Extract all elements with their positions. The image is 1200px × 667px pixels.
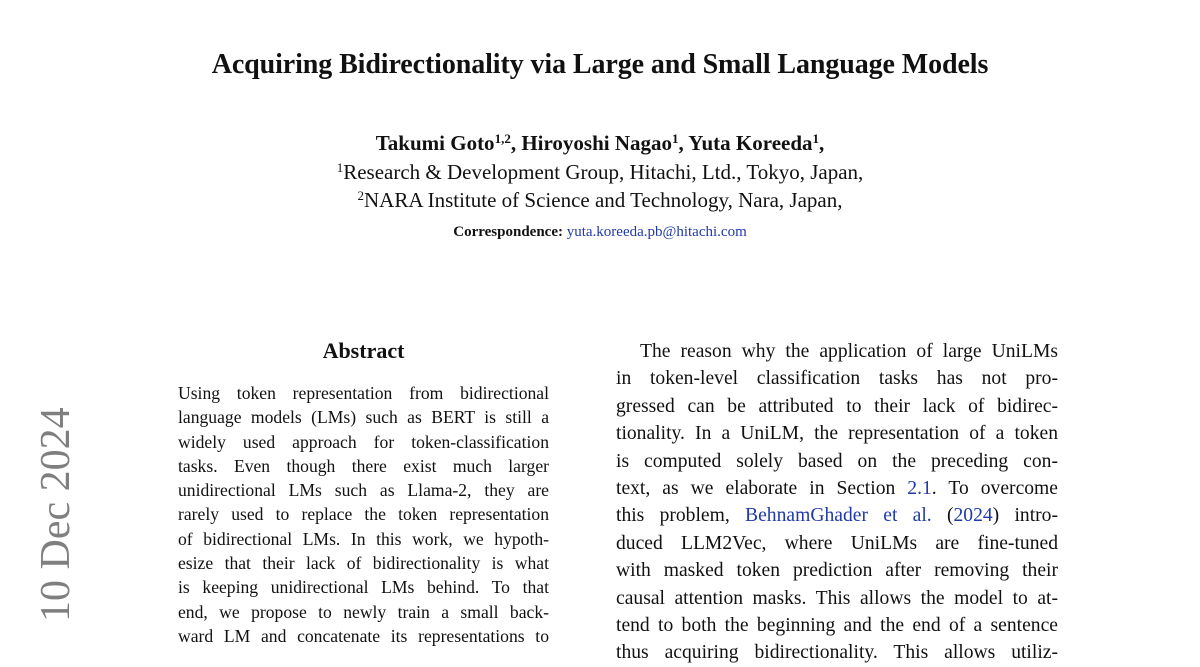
paragraph-line bbox=[616, 338, 1058, 365]
abstract-heading: Abstract bbox=[322, 338, 405, 363]
author-name: Yuta Koreeda bbox=[688, 131, 813, 155]
affiliation-text: Research & Development Group, Hitachi, Ltd., Tokyo, Japan, bbox=[343, 160, 864, 184]
paragraph-text: duced LLM2Vec, where UniLMs are fine-tuned bbox=[616, 532, 1058, 554]
abstract-line: Using token representation from bidirectional bbox=[178, 383, 549, 403]
abstract-line: ward LM and concatenate its representations to bbox=[178, 625, 549, 646]
affiliation-1 bbox=[0, 160, 1200, 185]
author-affiliation-marker: 1 bbox=[812, 131, 820, 146]
paragraph-line bbox=[616, 393, 1058, 420]
paragraph-line bbox=[616, 365, 1058, 392]
author-affiliation-marker: 1 bbox=[672, 131, 679, 146]
arxiv-date-stamp: 10 Dec 2024 bbox=[33, 407, 79, 622]
paragraph-text: in token-level classification tasks has not pro- bbox=[616, 368, 1058, 390]
paragraph-text: is computed solely based on the preceding con- bbox=[616, 450, 1058, 472]
abstract-line: of bidirectional LMs. In this work, we hypoth- bbox=[178, 528, 549, 549]
abstract-line: language models (LMs) such as BERT is still a bbox=[178, 407, 549, 428]
abstract-line: rarely used to replace the token representation bbox=[178, 504, 549, 525]
paragraph-line bbox=[616, 585, 1058, 612]
correspondence-email-link[interactable]: yuta.koreeda.pb@hitachi.com bbox=[566, 224, 747, 240]
author-affiliation-marker: 1,2 bbox=[494, 131, 511, 146]
paragraph-line bbox=[616, 502, 1058, 529]
affiliation-2 bbox=[0, 188, 1200, 213]
author-name: Takumi Goto bbox=[375, 131, 495, 155]
abstract-line: is keeping unidirectional LMs behind. To that bbox=[178, 577, 549, 598]
author-list bbox=[0, 131, 1200, 156]
affiliation-marker: 2 bbox=[357, 188, 364, 203]
paragraph-line bbox=[616, 612, 1058, 639]
citation-link[interactable]: 2.1 bbox=[907, 477, 932, 499]
paragraph-text: this problem, bbox=[616, 505, 746, 527]
paragraph-text: . To overcome bbox=[931, 477, 1058, 499]
abstract-line: end, we propose to newly train a small back- bbox=[178, 601, 549, 622]
abstract-line: unidirectional LMs such as Llama-2, they are bbox=[178, 480, 549, 501]
affiliation-marker: 1 bbox=[336, 160, 344, 175]
paragraph-text: thus acquiring bidirectionality. This allows utiliz- bbox=[616, 642, 1058, 664]
paragraph-text: tionality. In a UniLM, the representation of a token bbox=[616, 423, 1058, 445]
affiliation-text: NARA Institute of Science and Technology, Nara, Japan, bbox=[364, 188, 843, 212]
abstract-line: widely used approach for token-classification bbox=[178, 431, 549, 452]
abstract-line: esize that their lack of bidirectionality is what bbox=[178, 553, 549, 574]
paragraph-line bbox=[616, 475, 1058, 502]
correspondence-label: Correspondence: bbox=[453, 224, 563, 240]
paragraph-text: with masked token prediction after removing their bbox=[616, 560, 1058, 582]
abstract-body bbox=[178, 381, 549, 648]
author-separator: , bbox=[819, 131, 825, 155]
author-separator: , bbox=[510, 131, 522, 155]
introduction-paragraph bbox=[616, 338, 1058, 667]
author-separator: , bbox=[678, 131, 689, 155]
paragraph-line bbox=[616, 530, 1058, 557]
abstract-line: tasks. Even though there exist much larger bbox=[178, 455, 549, 476]
paragraph-line bbox=[616, 639, 1058, 666]
paragraph-text: gressed can be attributed to their lack of bidirec- bbox=[616, 395, 1058, 417]
paragraph-text: ( bbox=[931, 505, 954, 527]
paragraph-text: causal attention masks. This allows the model to at- bbox=[616, 587, 1058, 609]
paragraph-text: ) intro- bbox=[992, 505, 1058, 527]
citation-link[interactable]: 2024 bbox=[953, 505, 993, 527]
paragraph-line bbox=[616, 557, 1058, 584]
paragraph-text: The reason why the application of large UniLMs bbox=[640, 341, 1058, 362]
paragraph-line bbox=[616, 448, 1058, 475]
author-name: Hiroyoshi Nagao bbox=[521, 131, 673, 155]
correspondence bbox=[0, 224, 1200, 241]
paragraph-text: text, as we elaborate in Section bbox=[616, 477, 908, 499]
paragraph-line bbox=[616, 420, 1058, 447]
paper-title: Acquiring Bidirectionality via Large and Small Language Models bbox=[211, 49, 989, 80]
citation-link[interactable]: BehnamGhader et al. bbox=[745, 505, 932, 527]
paragraph-text: tend to both the beginning and the end of a sentence bbox=[616, 614, 1058, 636]
